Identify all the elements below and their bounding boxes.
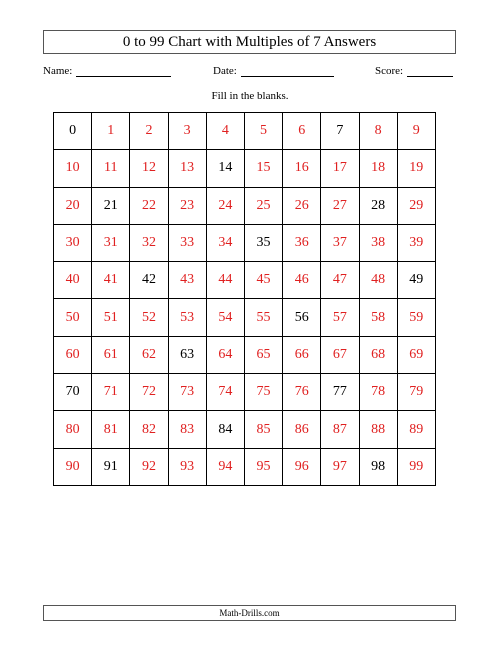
- chart-cell-answer: 2: [130, 113, 168, 150]
- chart-cell-answer: 83: [168, 411, 206, 448]
- chart-cell-answer: 4: [206, 113, 244, 150]
- name-blank-line[interactable]: [76, 64, 171, 77]
- date-blank-line[interactable]: [241, 64, 334, 77]
- score-field: [375, 64, 453, 77]
- chart-cell-answer: 27: [321, 187, 359, 224]
- chart-cell-answer: 32: [130, 224, 168, 261]
- chart-cell-given: 28: [359, 187, 397, 224]
- chart-cell-answer: 23: [168, 187, 206, 224]
- chart-cell-answer: 3: [168, 113, 206, 150]
- footer: [43, 605, 456, 621]
- footer-text: Math-Drills.com: [219, 608, 280, 618]
- chart-cell-answer: 8: [359, 113, 397, 150]
- chart-cell-answer: 89: [397, 411, 435, 448]
- chart-cell-answer: 43: [168, 262, 206, 299]
- chart-cell-answer: 10: [54, 150, 92, 187]
- chart-cell-answer: 60: [54, 336, 92, 373]
- hundred-chart: [53, 112, 436, 486]
- chart-cell-answer: 90: [54, 448, 92, 485]
- chart-cell-given: 84: [206, 411, 244, 448]
- chart-cell-answer: 26: [283, 187, 321, 224]
- chart-cell-answer: 61: [92, 336, 130, 373]
- worksheet-title: [43, 30, 456, 54]
- chart-cell-answer: 81: [92, 411, 130, 448]
- chart-cell-given: 49: [397, 262, 435, 299]
- chart-row: [54, 150, 436, 187]
- chart-cell-answer: 15: [244, 150, 282, 187]
- chart-cell-answer: 73: [168, 374, 206, 411]
- chart-cell-answer: 68: [359, 336, 397, 373]
- chart-cell-answer: 54: [206, 299, 244, 336]
- chart-cell-answer: 45: [244, 262, 282, 299]
- chart-cell-answer: 9: [397, 113, 435, 150]
- chart-cell-answer: 36: [283, 224, 321, 261]
- chart-cell-given: 63: [168, 336, 206, 373]
- chart-cell-answer: 64: [206, 336, 244, 373]
- chart-cell-answer: 67: [321, 336, 359, 373]
- chart-cell-answer: 11: [92, 150, 130, 187]
- chart-cell-answer: 59: [397, 299, 435, 336]
- chart-cell-answer: 37: [321, 224, 359, 261]
- chart-cell-answer: 66: [283, 336, 321, 373]
- chart-row: [54, 336, 436, 373]
- chart-cell-given: 42: [130, 262, 168, 299]
- chart-cell-answer: 87: [321, 411, 359, 448]
- chart-cell-answer: 55: [244, 299, 282, 336]
- chart-cell-given: 7: [321, 113, 359, 150]
- chart-row: [54, 224, 436, 261]
- score-label: Score:: [375, 65, 404, 77]
- chart-cell-answer: 41: [92, 262, 130, 299]
- chart-cell-given: 98: [359, 448, 397, 485]
- chart-cell-answer: 88: [359, 411, 397, 448]
- chart-cell-answer: 62: [130, 336, 168, 373]
- chart-cell-given: 35: [244, 224, 282, 261]
- chart-cell-answer: 17: [321, 150, 359, 187]
- chart-cell-given: 56: [283, 299, 321, 336]
- chart-cell-answer: 92: [130, 448, 168, 485]
- chart-cell-answer: 51: [92, 299, 130, 336]
- chart-cell-answer: 79: [397, 374, 435, 411]
- chart-cell-answer: 78: [359, 374, 397, 411]
- chart-cell-answer: 44: [206, 262, 244, 299]
- chart-row: [54, 374, 436, 411]
- score-blank-line[interactable]: [407, 64, 453, 77]
- chart-cell-answer: 47: [321, 262, 359, 299]
- chart-cell-answer: 22: [130, 187, 168, 224]
- chart-cell-answer: 16: [283, 150, 321, 187]
- chart-cell-answer: 71: [92, 374, 130, 411]
- chart-cell-given: 0: [54, 113, 92, 150]
- chart-cell-given: 77: [321, 374, 359, 411]
- worksheet-title-text: 0 to 99 Chart with Multiples of 7 Answers: [122, 33, 377, 50]
- chart-cell-answer: 48: [359, 262, 397, 299]
- chart-cell-given: 70: [54, 374, 92, 411]
- chart-cell-answer: 46: [283, 262, 321, 299]
- chart-cell-answer: 58: [359, 299, 397, 336]
- chart-cell-answer: 13: [168, 150, 206, 187]
- chart-row: [54, 187, 436, 224]
- chart-cell-answer: 30: [54, 224, 92, 261]
- chart-cell-answer: 93: [168, 448, 206, 485]
- chart-row: [54, 411, 436, 448]
- chart-cell-answer: 34: [206, 224, 244, 261]
- chart-cell-answer: 5: [244, 113, 282, 150]
- hundred-chart-body: [54, 113, 436, 486]
- chart-cell-answer: 69: [397, 336, 435, 373]
- chart-cell-answer: 24: [206, 187, 244, 224]
- chart-cell-answer: 12: [130, 150, 168, 187]
- chart-cell-answer: 74: [206, 374, 244, 411]
- chart-cell-answer: 96: [283, 448, 321, 485]
- chart-cell-answer: 50: [54, 299, 92, 336]
- chart-cell-answer: 29: [397, 187, 435, 224]
- chart-cell-answer: 53: [168, 299, 206, 336]
- chart-cell-given: 14: [206, 150, 244, 187]
- chart-cell-answer: 31: [92, 224, 130, 261]
- name-field: [43, 64, 171, 77]
- chart-cell-answer: 97: [321, 448, 359, 485]
- chart-cell-answer: 75: [244, 374, 282, 411]
- date-label: Date:: [213, 65, 237, 77]
- chart-cell-answer: 94: [206, 448, 244, 485]
- chart-cell-answer: 85: [244, 411, 282, 448]
- chart-row: [54, 448, 436, 485]
- chart-cell-answer: 80: [54, 411, 92, 448]
- name-label: Name:: [43, 65, 73, 77]
- chart-cell-answer: 76: [283, 374, 321, 411]
- chart-cell-given: 21: [92, 187, 130, 224]
- instructions: Fill in the blanks.: [211, 90, 289, 102]
- chart-cell-answer: 86: [283, 411, 321, 448]
- chart-cell-answer: 65: [244, 336, 282, 373]
- chart-cell-answer: 82: [130, 411, 168, 448]
- chart-cell-answer: 72: [130, 374, 168, 411]
- chart-cell-answer: 6: [283, 113, 321, 150]
- chart-row: [54, 113, 436, 150]
- chart-cell-answer: 95: [244, 448, 282, 485]
- chart-row: [54, 262, 436, 299]
- chart-cell-answer: 40: [54, 262, 92, 299]
- date-field: [213, 64, 334, 77]
- chart-row: [54, 299, 436, 336]
- chart-cell-answer: 57: [321, 299, 359, 336]
- chart-cell-answer: 99: [397, 448, 435, 485]
- chart-cell-answer: 19: [397, 150, 435, 187]
- chart-cell-answer: 39: [397, 224, 435, 261]
- chart-cell-answer: 18: [359, 150, 397, 187]
- chart-cell-answer: 33: [168, 224, 206, 261]
- chart-cell-answer: 38: [359, 224, 397, 261]
- chart-cell-answer: 20: [54, 187, 92, 224]
- chart-cell-given: 91: [92, 448, 130, 485]
- chart-cell-answer: 25: [244, 187, 282, 224]
- chart-cell-answer: 1: [92, 113, 130, 150]
- chart-cell-answer: 52: [130, 299, 168, 336]
